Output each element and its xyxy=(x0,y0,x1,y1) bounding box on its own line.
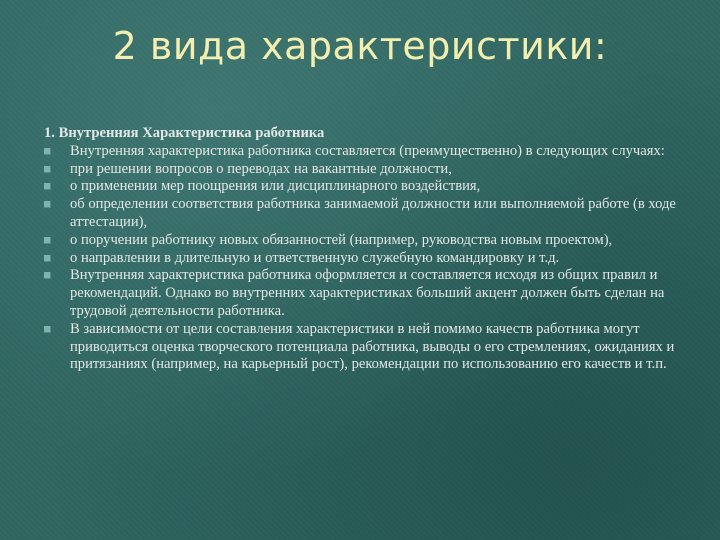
square-bullet-icon xyxy=(44,148,51,155)
square-bullet-icon xyxy=(44,201,51,208)
list-item xyxy=(44,250,684,268)
list-item-text: о направлении в длительную и ответственную служебную командировку и т.д. xyxy=(70,249,560,266)
list-item xyxy=(44,196,684,232)
list-item xyxy=(44,232,684,250)
list-item-text: Внутренняя характеристика работника составляется (преимущественно) в следующих случаях: xyxy=(70,142,665,159)
square-bullet-icon xyxy=(44,166,51,173)
square-bullet-icon xyxy=(44,272,51,279)
list-item xyxy=(44,178,684,196)
section-heading: 1. Внутренняя Характеристика работника xyxy=(44,125,325,141)
list-item xyxy=(44,321,684,374)
list-item-text: о поручении работнику новых обязанностей (например, руководства новым проектом), xyxy=(70,231,613,248)
list-item xyxy=(44,161,684,179)
square-bullet-icon xyxy=(44,326,51,333)
slide-content xyxy=(44,125,684,374)
list-item xyxy=(44,143,684,161)
list-item-text: В зависимости от цели составления характеристики в ней помимо качеств работника могут приводиться оценка творческого потенциала работника, выводы о его стремлениях, ожиданиях и притязаниях (например, на карьерный рост), рекомендации по использованию его качеств и т.п. xyxy=(70,320,675,373)
square-bullet-icon xyxy=(44,183,51,190)
list-item-text: об определении соответствия работника занимаемой должности или выполняемой работе (в ходе аттестации), xyxy=(70,196,676,230)
slide-title: 2 вида характеристики: xyxy=(112,24,608,68)
list-item xyxy=(44,267,684,320)
square-bullet-icon xyxy=(44,255,51,262)
bullet-list xyxy=(44,143,684,374)
list-item-text: при решении вопросов о переводах на вакантные должности, xyxy=(70,160,452,177)
list-item-text: Внутренняя характеристика работника оформляется и составляется исходя из общих правил и рекомендаций. Однако во внутренних характеристиках больший акцент должен быть сделан на трудовой деятельности работника. xyxy=(70,267,665,319)
square-bullet-icon xyxy=(44,237,51,244)
list-item-text: о применении мер поощрения или дисциплинарного воздействия, xyxy=(70,178,481,195)
